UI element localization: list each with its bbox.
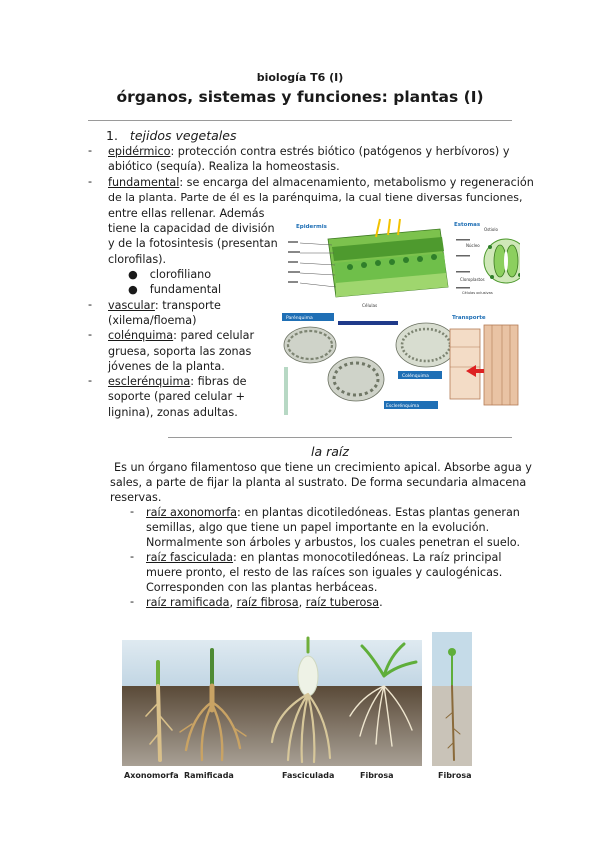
axonomorfa-item bbox=[146, 505, 520, 521]
dash-marker: - bbox=[88, 175, 93, 188]
tuberosa-term: raíz tuberosa bbox=[305, 596, 380, 609]
document-subtitle: biología T6 (I) bbox=[256, 71, 344, 84]
leaf-cross-section bbox=[288, 219, 448, 297]
other-roots-item bbox=[146, 595, 383, 611]
dash-marker: - bbox=[130, 595, 135, 608]
tissues-illustration bbox=[280, 217, 520, 417]
axonomorfa-line3: Normalmente son árboles y arbustos, los cuales penetran el suelo. bbox=[146, 536, 521, 549]
vascular-item bbox=[108, 298, 221, 314]
document-title: órganos, sistemas y funciones: plantas (I) bbox=[116, 88, 484, 106]
caption-ramificada: Ramificada bbox=[184, 771, 234, 780]
bullet-fundamental: fundamental bbox=[149, 283, 222, 296]
axonomorfa-line1: : en plantas dicotiledóneas. Estas plantas generan bbox=[237, 506, 520, 519]
sep1: , bbox=[229, 596, 237, 609]
colenquima-term: colénquima bbox=[108, 329, 174, 342]
vertical-bar bbox=[284, 367, 288, 415]
epidermico-line1: : protección contra estrés biótico (patógenos y herbívoros) y bbox=[170, 145, 510, 158]
blue-bar bbox=[338, 321, 398, 325]
fundamental-line4: tiene la capacidad de división bbox=[108, 222, 275, 235]
label-celulas: Células bbox=[362, 303, 378, 308]
sep2: , bbox=[298, 596, 306, 609]
axonomorfa-term: raíz axonomorfa bbox=[146, 506, 238, 519]
section1-heading-text: tejidos vegetales bbox=[129, 128, 237, 143]
tissue-samples bbox=[284, 323, 456, 401]
label-celulas-oclusivas: Células oclusivas bbox=[462, 291, 493, 295]
title-divider bbox=[88, 120, 512, 121]
dash-marker: - bbox=[88, 298, 93, 311]
raiz-intro-line1: Es un órgano filamentoso que tiene un crecimiento apical. Absorbe agua y bbox=[114, 461, 532, 474]
label-esclerenquima: Esclerénquima bbox=[386, 404, 420, 409]
esclerenquima-line2: soporte (pared celular + bbox=[108, 390, 245, 403]
fundamental-line5: y de la fotosintesis (presentan bbox=[108, 237, 278, 250]
label-colenquima: Colénquima bbox=[402, 374, 429, 379]
root-types-figure bbox=[122, 632, 478, 784]
label-transporte: Transporte bbox=[452, 315, 486, 321]
label-parenquima: Parénquima bbox=[286, 316, 313, 321]
colenquima-item bbox=[108, 328, 254, 344]
fasciculada-term: raíz fasciculada bbox=[146, 551, 234, 564]
epidermico-line2: abiótico (sequía). Realiza la homeostasis. bbox=[108, 160, 340, 173]
esclerenquima-line1: : fibras de bbox=[190, 375, 247, 388]
fundamental-line6: clorofilas). bbox=[108, 253, 167, 266]
colenquima-line3: jóvenes de la planta. bbox=[108, 360, 225, 373]
label-ostiolo: Ostiolo bbox=[484, 227, 498, 232]
bullet-clorofiliano: clorofiliano bbox=[149, 268, 212, 281]
axonomorfa-line2: semillas, algo que tiene un papel importante en la evolución. bbox=[146, 521, 490, 534]
section2-heading: la raíz bbox=[311, 444, 349, 459]
fasciculada-line3: Corresponden con las plantas herbáceas. bbox=[146, 581, 378, 594]
root-types-illustration bbox=[122, 632, 478, 784]
vascular-vessel bbox=[450, 325, 518, 405]
ramificada-term: raíz ramificada bbox=[146, 596, 230, 609]
fundamental-term: fundamental bbox=[108, 176, 180, 189]
vascular-line2: (xilema/floema) bbox=[108, 314, 197, 327]
dash-marker: - bbox=[88, 328, 93, 341]
dash-marker: - bbox=[130, 505, 135, 518]
caption-axonomorfa: Axonomorfa bbox=[124, 771, 179, 780]
dash-marker: - bbox=[88, 374, 93, 387]
fasciculada-item bbox=[146, 550, 501, 566]
fasciculada-line2: muere pronto, el resto de las raíces son iguales y caulogénicas. bbox=[146, 566, 503, 579]
esclerenquima-term: esclerénquima bbox=[108, 375, 191, 388]
esclerenquima-item bbox=[108, 374, 247, 390]
fibrosa-term: raíz fibrosa bbox=[236, 596, 299, 609]
section1-number: 1. bbox=[106, 128, 118, 143]
end-dot: . bbox=[379, 596, 383, 609]
raiz-intro-line2: sales, a parte de fijar la planta al sustrato. De forma secundaria almacena bbox=[110, 476, 527, 489]
esclerenquima-line3: lignina), zonas adultas. bbox=[108, 406, 238, 419]
fundamental-line1: : se encarga del almacenamiento, metabolismo y regeneración bbox=[179, 176, 534, 189]
bullet-item: ● clorofiliano bbox=[128, 268, 212, 281]
bullet-item: ● fundamental bbox=[128, 283, 222, 296]
fasciculada-line1: : en plantas monocotiledóneas. La raíz principal bbox=[233, 551, 502, 564]
label-estomas: Estomas bbox=[454, 222, 481, 228]
vascular-line1: : transporte bbox=[154, 299, 221, 312]
epidermico-item bbox=[108, 144, 509, 160]
caption-fasciculada: Fasciculada bbox=[282, 771, 335, 780]
section2-divider bbox=[168, 437, 512, 438]
dash-marker: - bbox=[88, 144, 93, 157]
label-epidermis: Epidermis bbox=[296, 224, 327, 230]
raiz-intro-line3: reservas. bbox=[110, 491, 162, 504]
vascular-term: vascular bbox=[108, 299, 155, 312]
label-cloroplastos: Cloroplastos bbox=[460, 277, 485, 282]
fundamental-item bbox=[108, 175, 534, 191]
colenquima-line2: gruesa, soporta las zonas bbox=[108, 345, 252, 358]
section1-heading bbox=[106, 128, 236, 144]
fundamental-line2: de la planta. Parte de él es la parénquima, la cual tiene diversas funciones, bbox=[108, 191, 523, 204]
colenquima-line1: : pared celular bbox=[173, 329, 255, 342]
caption-fibrosa: Fibrosa bbox=[360, 771, 394, 780]
tissues-figure bbox=[280, 217, 520, 417]
epidermico-term: epidérmico bbox=[108, 145, 171, 158]
dash-marker: - bbox=[130, 550, 135, 563]
caption-fibrosa-2: Fibrosa bbox=[438, 771, 472, 780]
label-nucleo: Núcleo bbox=[466, 243, 480, 248]
fundamental-line3: entre ellas rellenar. Además bbox=[108, 207, 265, 220]
